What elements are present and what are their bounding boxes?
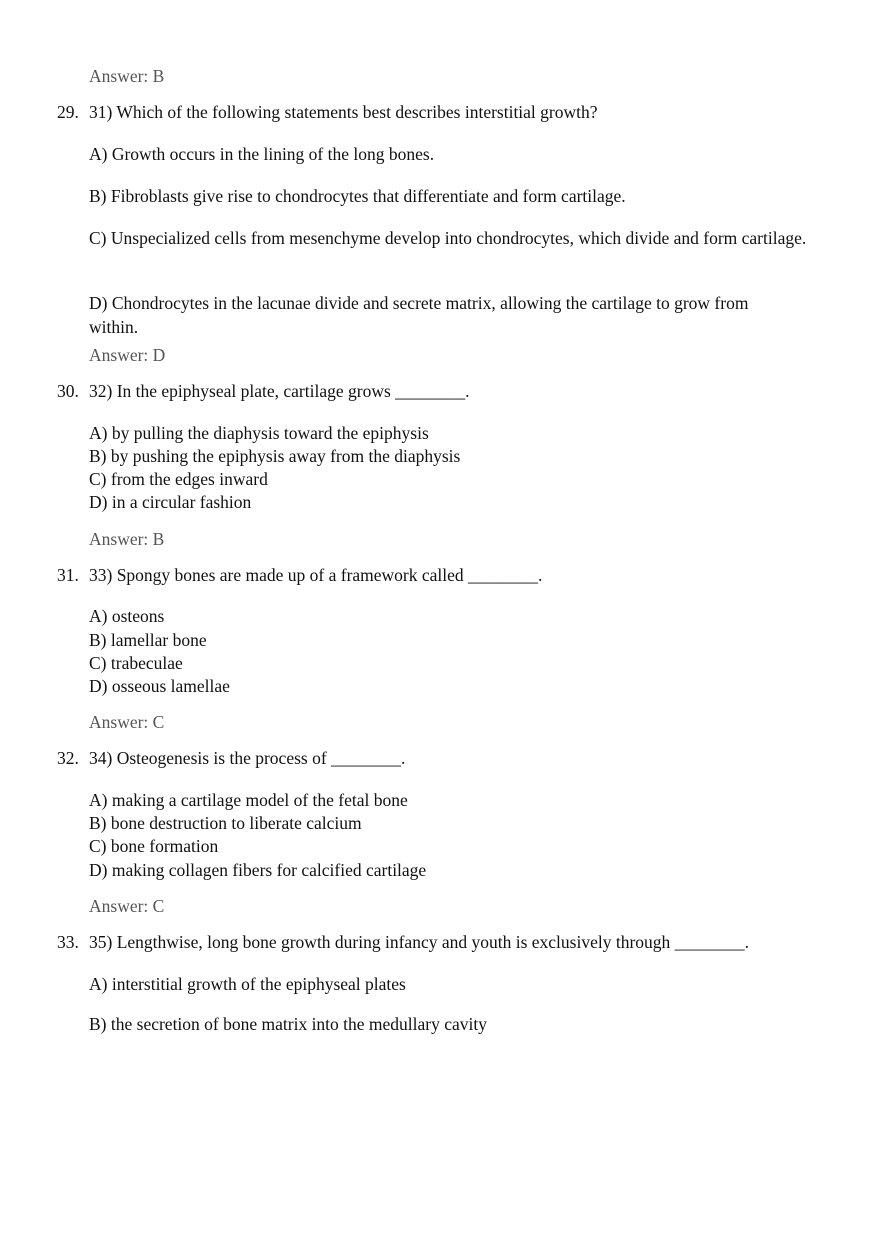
question-30-option-c: C) from the edges inward: [89, 469, 268, 489]
question-30-option-b: B) by pushing the epiphysis away from the diaphysis: [89, 446, 461, 466]
question-33-text: 35) Lengthwise, long bone growth during infancy and youth is exclusively through ________.: [89, 932, 750, 952]
question-32-number: 32.: [57, 748, 79, 768]
question-30-number: 30.: [57, 381, 79, 401]
question-29-option-d: D) Chondrocytes in the lacunae divide and secrete matrix, allowing the cartilage to grow from within.: [89, 293, 749, 337]
question-32-answer: Answer: C: [89, 896, 165, 916]
question-29-number: 29.: [57, 102, 79, 122]
question-29-option-c: C) Unspecialized cells from mesenchyme develop into chondrocytes, which divide and form cartilage.: [89, 228, 807, 248]
answer-previous: Answer: B: [89, 66, 165, 86]
question-30-answer: Answer: B: [89, 529, 165, 549]
question-32-option-a: A) making a cartilage model of the fetal bone: [89, 790, 408, 810]
question-31-option-d: D) osseous lamellae: [89, 676, 230, 696]
question-32-text: 34) Osteogenesis is the process of ________.: [89, 748, 406, 768]
question-29-answer: Answer: D: [89, 345, 166, 365]
question-30-option-d: D) in a circular fashion: [89, 492, 252, 512]
question-31-option-b: B) lamellar bone: [89, 630, 207, 650]
question-31-answer: Answer: C: [89, 712, 165, 732]
question-33-number: 33.: [57, 932, 79, 952]
question-31-number: 31.: [57, 565, 79, 585]
question-29-option-a: A) Growth occurs in the lining of the long bones.: [89, 144, 435, 164]
question-33-option-a: A) interstitial growth of the epiphyseal plates: [89, 974, 406, 994]
question-29-text: 31) Which of the following statements best describes interstitial growth?: [89, 102, 598, 122]
question-30-text: 32) In the epiphyseal plate, cartilage grows ________.: [89, 381, 470, 401]
question-31-text: 33) Spongy bones are made up of a framework called ________.: [89, 565, 543, 585]
question-31-option-a: A) osteons: [89, 606, 165, 626]
question-29-option-b: B) Fibroblasts give rise to chondrocytes that differentiate and form cartilage.: [89, 186, 626, 206]
question-31-option-c: C) trabeculae: [89, 653, 183, 673]
question-32-option-d: D) making collagen fibers for calcified cartilage: [89, 860, 427, 880]
question-32-option-c: C) bone formation: [89, 836, 219, 856]
question-33-option-b: B) the secretion of bone matrix into the medullary cavity: [89, 1014, 488, 1034]
question-30-option-a: A) by pulling the diaphysis toward the epiphysis: [89, 423, 429, 443]
question-32-option-b: B) bone destruction to liberate calcium: [89, 813, 362, 833]
